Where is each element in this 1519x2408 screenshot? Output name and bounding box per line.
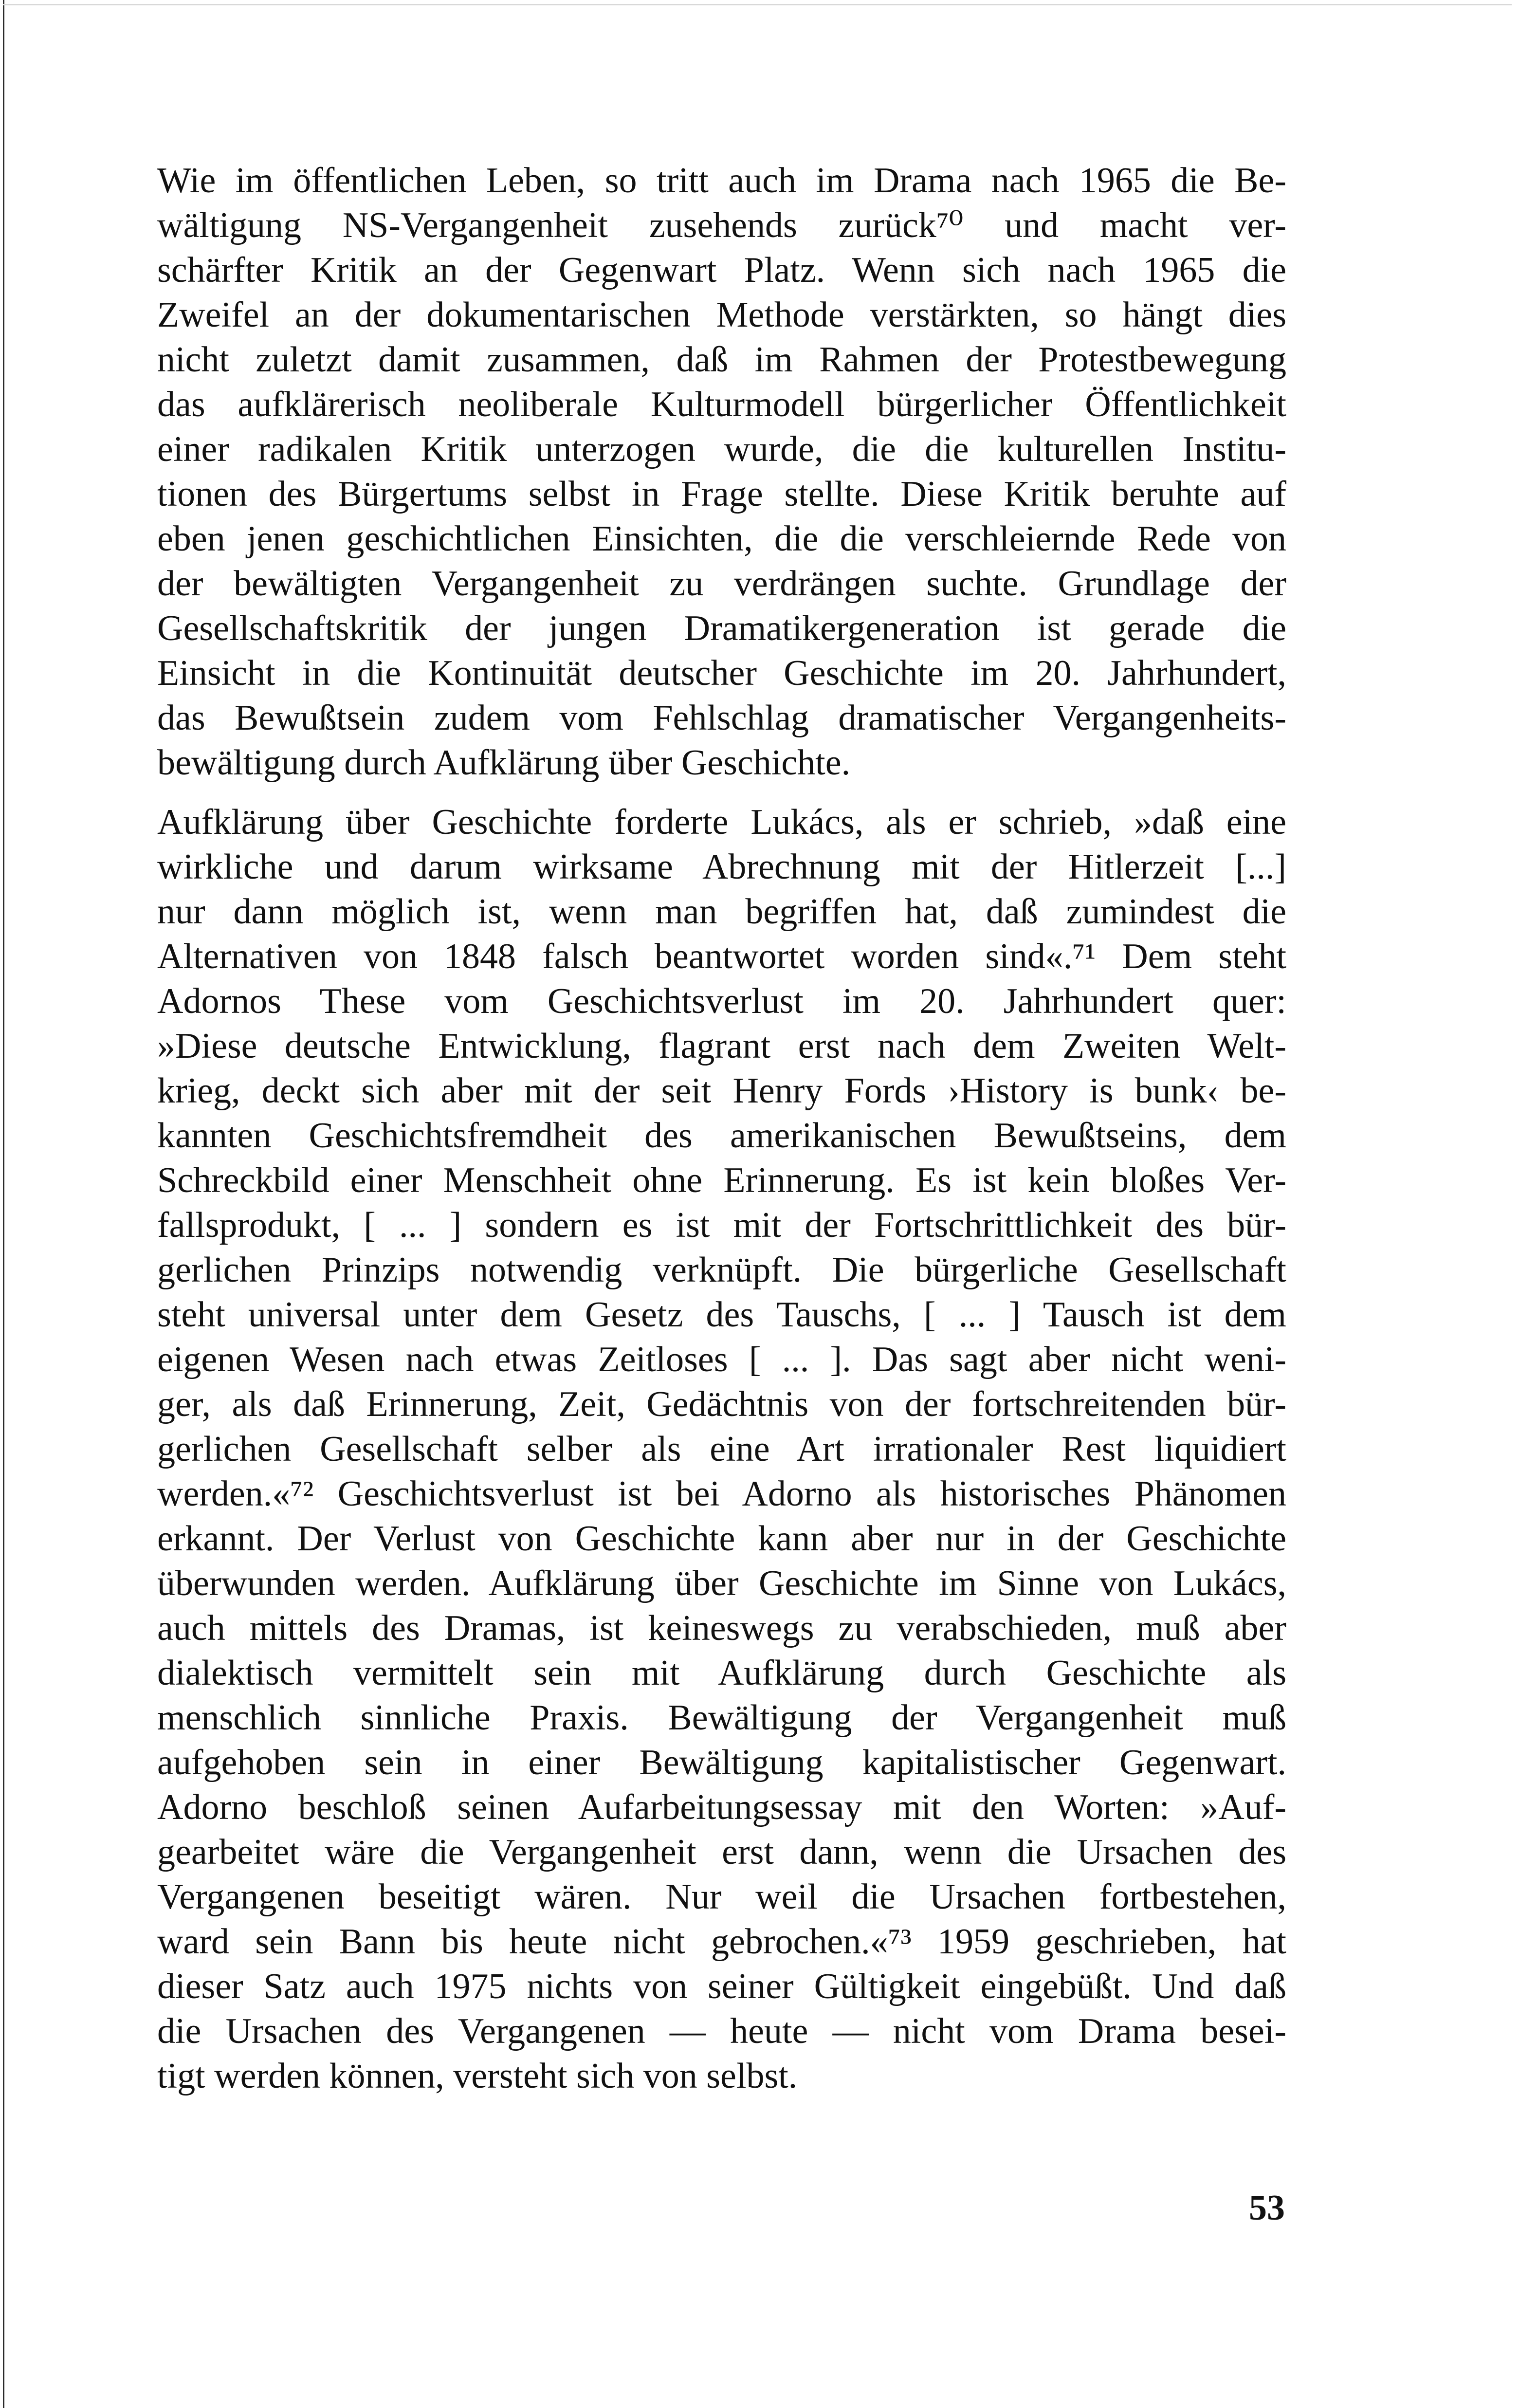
text-line: bewältigung durch Aufklärung über Geschichte. (157, 743, 851, 783)
text-line: erkannt. Der Verlust von Geschichte kann aber nur in der Geschichte (157, 1519, 1286, 1559)
text-line: menschlich sinnliche Praxis. Bewältigung der Vergangenheit muß (157, 1698, 1286, 1738)
text-line: nicht zuletzt damit zusammen, daß im Rahmen der Protestbewegung (157, 340, 1286, 380)
text-line: Gesellschaftskritik der jungen Dramatikergeneration ist gerade die (157, 608, 1286, 648)
text-line: ward sein Bann bis heute nicht gebrochen.«⁷³ 1959 geschrieben, hat (157, 1922, 1286, 1962)
text-line: krieg, deckt sich aber mit der seit Henry Fords ›History is bunk‹ be- (157, 1071, 1286, 1111)
text-line: Adorno beschloß seinen Aufarbeitungsessay mit den Worten: »Auf- (157, 1787, 1286, 1827)
text-line: nur dann möglich ist, wenn man begriffen hat, daß zumindest die (157, 892, 1286, 932)
text-line: dieser Satz auch 1975 nichts von seiner Gültigkeit eingebüßt. Und daß (157, 1967, 1286, 2006)
text-line: gerlichen Gesellschaft selber als eine Art irrationaler Rest liquidiert (157, 1429, 1286, 1469)
text-line: aufgehoben sein in einer Bewältigung kapitalistischer Gegenwart. (157, 1743, 1286, 1783)
text-line: dialektisch vermittelt sein mit Aufklärung durch Geschichte als (157, 1653, 1286, 1693)
paragraph-1 (157, 158, 1286, 785)
scan-top-edge (3, 4, 1512, 5)
text-line: einer radikalen Kritik unterzogen wurde, die die kulturellen Institu- (157, 429, 1286, 469)
text-line: der bewältigten Vergangenheit zu verdrängen suchte. Grundlage der (157, 564, 1286, 604)
text-line: steht universal unter dem Gesetz des Tauschs, [ ... ] Tausch ist dem (157, 1295, 1286, 1335)
text-line: schärfter Kritik an der Gegenwart Platz. Wenn sich nach 1965 die (157, 250, 1286, 290)
text-line: Vergangenen beseitigt wären. Nur weil die Ursachen fortbestehen, (157, 1877, 1286, 1917)
paragraph-2 (157, 800, 1286, 2098)
scan-edge-line (3, 0, 4, 2408)
text-line: ger, als daß Erinnerung, Zeit, Gedächtnis von der fortschreitenden bür- (157, 1384, 1286, 1424)
text-line: fallsprodukt, [ ... ] sondern es ist mit der Fortschrittlichkeit des bür- (157, 1205, 1286, 1245)
text-line: das aufklärerisch neoliberale Kulturmodell bürgerlicher Öffentlichkeit (157, 385, 1286, 424)
text-line: wirkliche und darum wirksame Abrechnung mit der Hitlerzeit [...] (157, 847, 1286, 887)
page-number: 53 (1249, 2188, 1285, 2228)
text-line: Adornos These vom Geschichtsverlust im 20. Jahrhundert quer: (157, 981, 1286, 1021)
paragraph-gap (157, 785, 1286, 800)
text-line: werden.«⁷² Geschichtsverlust ist bei Adorno als historisches Phänomen (157, 1474, 1286, 1514)
text-line: auch mittels des Dramas, ist keineswegs zu verabschieden, muß aber (157, 1608, 1286, 1648)
text-line: überwunden werden. Aufklärung über Geschichte im Sinne von Lukács, (157, 1563, 1286, 1603)
text-line: das Bewußtsein zudem vom Fehlschlag dramatischer Vergangenheits- (157, 698, 1286, 738)
text-line: wältigung NS-Vergangenheit zusehends zurück⁷⁰ und macht ver- (157, 205, 1286, 245)
body-text (157, 158, 1286, 2098)
text-line: Einsicht in die Kontinuität deutscher Geschichte im 20. Jahrhundert, (157, 653, 1286, 693)
text-line: gerlichen Prinzips notwendig verknüpft. Die bürgerliche Gesellschaft (157, 1250, 1286, 1290)
text-line: Zweifel an der dokumentarischen Methode verstärkten, so hängt dies (157, 295, 1286, 335)
text-line: Aufklärung über Geschichte forderte Lukács, als er schrieb, »daß eine (157, 802, 1286, 842)
text-line: kannten Geschichtsfremdheit des amerikanischen Bewußtseins, dem (157, 1116, 1286, 1156)
text-line: die Ursachen des Vergangenen — heute — nicht vom Drama besei- (157, 2011, 1286, 2051)
text-line: tionen des Bürgertums selbst in Frage stellte. Diese Kritik beruhte auf (157, 474, 1286, 514)
text-line: »Diese deutsche Entwicklung, flagrant erst nach dem Zweiten Welt- (157, 1026, 1286, 1066)
text-line: eben jenen geschichtlichen Einsichten, die die verschleiernde Rede von (157, 519, 1286, 559)
text-line: Wie im öffentlichen Leben, so tritt auch im Drama nach 1965 die Be- (157, 161, 1286, 201)
text-line: eigenen Wesen nach etwas Zeitloses [ ... ]. Das sagt aber nicht weni- (157, 1340, 1286, 1379)
text-line: gearbeitet wäre die Vergangenheit erst dann, wenn die Ursachen des (157, 1832, 1286, 1872)
text-line: Schreckbild einer Menschheit ohne Erinnerung. Es ist kein bloßes Ver- (157, 1160, 1286, 1200)
text-line: tigt werden können, versteht sich von selbst. (157, 2056, 798, 2096)
text-line: Alternativen von 1848 falsch beantwortet worden sind«.⁷¹ Dem steht (157, 937, 1286, 976)
